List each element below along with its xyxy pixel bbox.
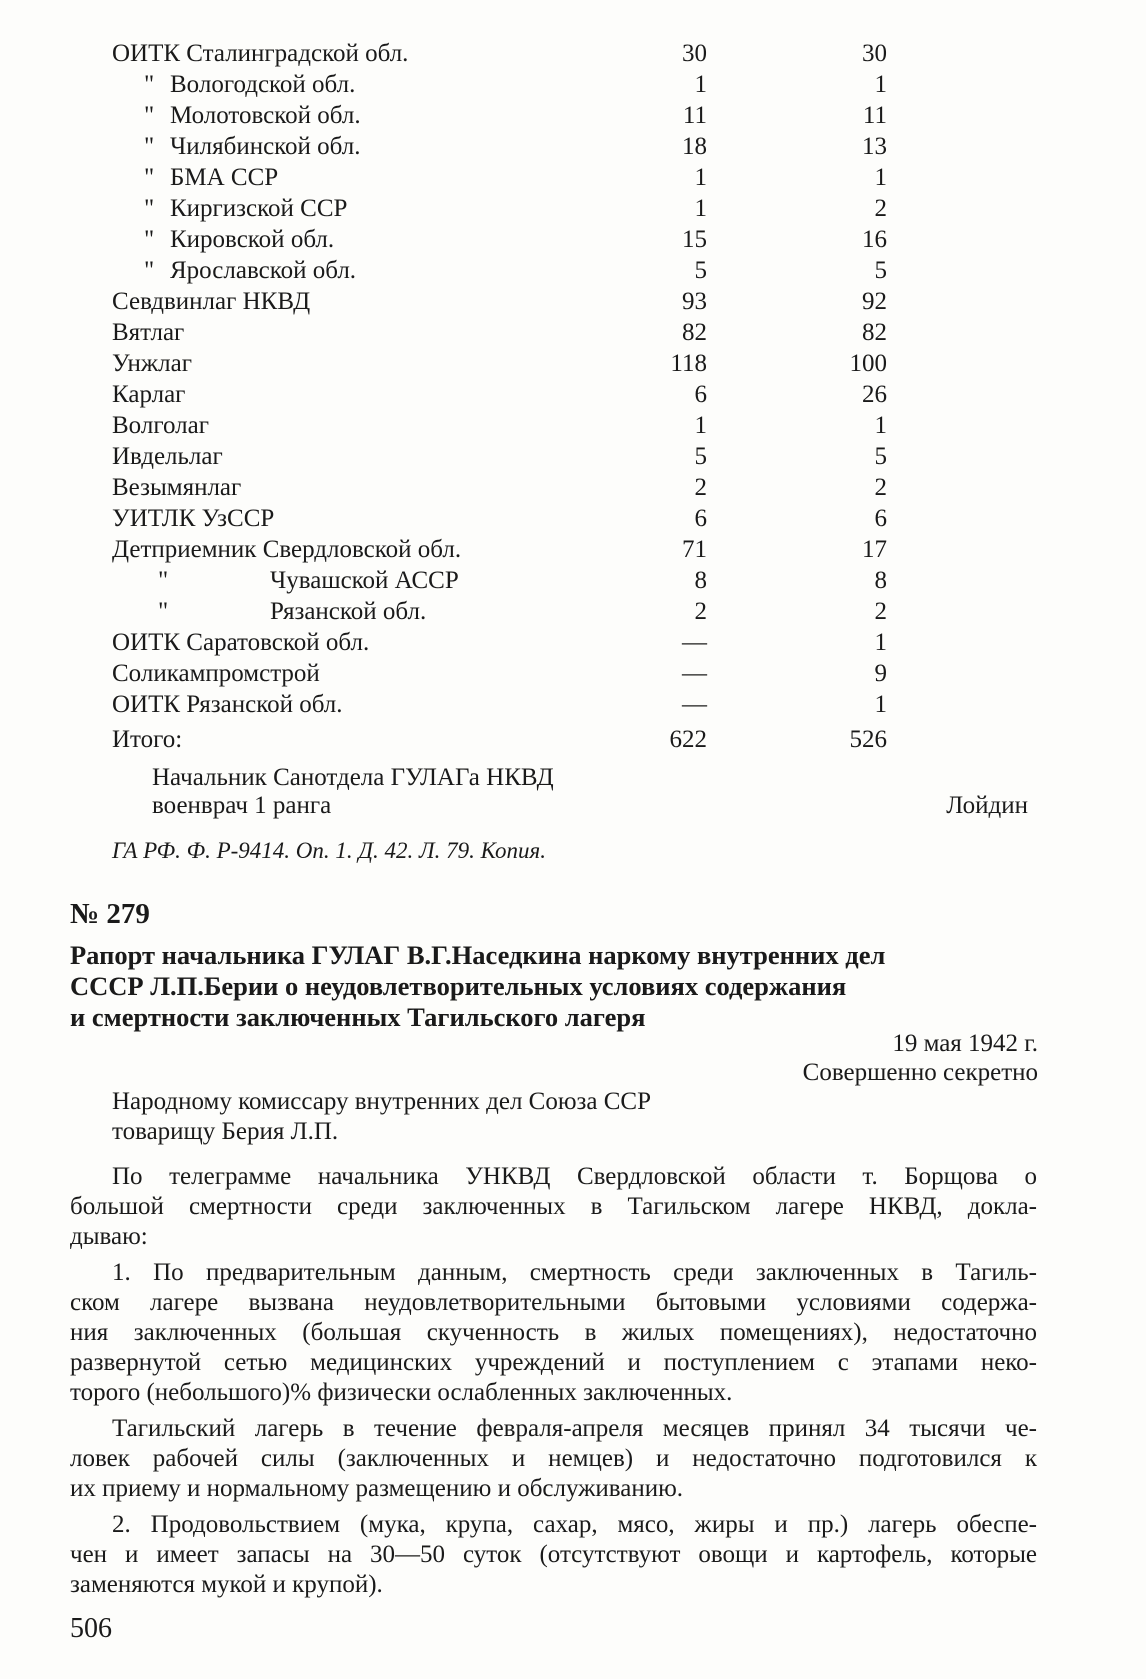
ditto-mark: " [144, 133, 155, 160]
row-name: Унжлаг [112, 350, 192, 377]
row-value-1: 2 [694, 598, 707, 625]
ditto-mark: " [144, 257, 155, 284]
table-row [112, 286, 887, 317]
paragraph-line: ния заключенных (большая скученность в жилых помещениях), недостаточно [70, 1319, 1037, 1346]
row-value-1: 118 [670, 350, 707, 377]
row-value-1: 30 [682, 40, 707, 67]
paragraph-line: По телеграмме начальника УНКВД Свердловской области т. Борщова о [112, 1163, 1037, 1190]
table-row [112, 410, 887, 441]
paragraph [70, 1162, 1037, 1252]
row-name: Вятлаг [112, 319, 185, 346]
row-value-2: 11 [862, 102, 887, 129]
row-value-2: 1 [874, 412, 887, 439]
page-number: 506 [70, 1613, 112, 1644]
row-value-1: 71 [682, 536, 707, 563]
document-number: № 279 [70, 898, 150, 930]
row-name: Карлаг [112, 381, 186, 408]
title-line: Рапорт начальника ГУЛАГ В.Г.Наседкина наркому внутренних дел [70, 940, 886, 970]
paragraph [70, 1510, 1037, 1600]
row-value-1: 5 [694, 443, 707, 470]
row-value-1: 1 [694, 412, 707, 439]
paragraph-line: большой смертности среди заключенных в Тагильском лагере НКВД, докла- [70, 1193, 1037, 1220]
row-value-2: 8 [874, 567, 887, 594]
paragraph-line: их приему и нормальному размещению и обслуживанию. [70, 1475, 684, 1502]
title-line: и смертности заключенных Тагильского лагеря [70, 1002, 646, 1032]
row-name: Молотовской обл. [170, 102, 361, 129]
row-value-2: 1 [874, 164, 887, 191]
row-name: ОИТК Сталинградской обл. [112, 40, 409, 67]
addressee-line: Народному комиссару внутренних дел Союза ССР [112, 1088, 652, 1115]
table-row [112, 100, 887, 131]
row-value-2: 2 [874, 474, 887, 501]
row-value-2: 5 [874, 257, 887, 284]
row-name: Рязанской обл. [270, 598, 427, 625]
row-value-1: 6 [694, 505, 707, 532]
title-line: СССР Л.П.Берии о неудовлетворительных условиях содержания [70, 971, 847, 1001]
addressee [112, 1087, 651, 1147]
row-value-1: 1 [694, 71, 707, 98]
row-name: Ярославской обл. [170, 257, 357, 284]
table-row [112, 534, 887, 565]
table-row [112, 441, 887, 472]
paragraph-line: заменяются мукой и крупой). [70, 1571, 383, 1598]
row-value-2: 2 [874, 598, 887, 625]
ditto-mark: " [144, 195, 155, 222]
table-row [112, 472, 887, 503]
table-row [112, 162, 887, 193]
ditto-mark: " [144, 164, 155, 191]
table-row [112, 348, 887, 379]
row-name: Везымянлаг [112, 474, 242, 501]
row-name: Волголаг [112, 412, 209, 439]
row-value-2: 1 [874, 629, 887, 656]
paragraph-line: ском лагере вызвана неудовлетворительными бытовыми условиями содержа- [70, 1289, 1037, 1316]
row-value-2: 1 [874, 71, 887, 98]
row-value-1: 18 [682, 133, 707, 160]
row-value-1: 15 [682, 226, 707, 253]
row-value-2: 82 [862, 319, 887, 346]
row-name: ОИТК Саратовской обл. [112, 629, 370, 656]
row-value-2: 6 [874, 505, 887, 532]
row-value-2: 17 [862, 536, 887, 563]
table-row [112, 317, 887, 348]
signature-block [152, 764, 554, 820]
ditto-mark: " [144, 71, 155, 98]
paragraph-line: развернутой сетью медицинских учреждений и поступлением с этапами неко- [70, 1349, 1037, 1376]
signature-rank: военврач 1 ранга [152, 792, 332, 819]
ditto-mark: " [158, 598, 169, 625]
signature-name: Лойдин [946, 792, 1028, 819]
statistics-table [112, 38, 887, 755]
row-value-1: 82 [682, 319, 707, 346]
row-value-2: 9 [874, 660, 887, 687]
row-value-2: 1 [874, 691, 887, 718]
archive-reference: ГА РФ. Ф. Р-9414. Оп. 1. Д. 42. Л. 79. Копия. [112, 838, 546, 863]
table-row [112, 627, 887, 658]
paragraph-line: дываю: [70, 1223, 148, 1250]
row-name: Чувашской АССР [270, 567, 459, 594]
ditto-mark: " [144, 226, 155, 253]
row-value-1: — [682, 691, 707, 718]
row-value-2: 92 [862, 288, 887, 315]
document-body [70, 1162, 1037, 1606]
table-row [112, 255, 887, 286]
row-value-2: 526 [849, 726, 887, 753]
row-value-1: 8 [694, 567, 707, 594]
row-value-1: 1 [694, 195, 707, 222]
table-row [112, 565, 887, 596]
table-row [112, 69, 887, 100]
document-title [70, 940, 1010, 1033]
row-value-2: 100 [849, 350, 887, 377]
table-row [112, 379, 887, 410]
row-value-2: 13 [862, 133, 887, 160]
row-name: Киргизской ССР [170, 195, 348, 222]
table-row [112, 689, 887, 720]
paragraph-line: ловек рабочей силы (заключенных и немцев) и недостаточно подготовился к [70, 1445, 1037, 1472]
ditto-mark: " [144, 102, 155, 129]
row-name: БМА ССР [170, 164, 279, 191]
paragraph [70, 1414, 1037, 1504]
row-value-1: 2 [694, 474, 707, 501]
paragraph-line: чен и имеет запасы на 30—50 суток (отсутствуют овощи и картофель, которые [70, 1541, 1037, 1568]
row-value-1: 622 [669, 726, 707, 753]
row-name: Вологодской обл. [170, 71, 356, 98]
row-value-1: 93 [682, 288, 707, 315]
table-row [112, 658, 887, 689]
row-value-2: 30 [862, 40, 887, 67]
paragraph [70, 1258, 1037, 1408]
row-value-2: 2 [874, 195, 887, 222]
ditto-mark: " [158, 567, 169, 594]
signature-position: Начальник Санотдела ГУЛАГа НКВД [152, 764, 554, 791]
table-row [112, 224, 887, 255]
table-row [112, 503, 887, 534]
row-name: Чилябинской обл. [170, 133, 361, 160]
row-name: Итого: [112, 726, 183, 753]
table-row [112, 193, 887, 224]
addressee-line: товарищу Берия Л.П. [112, 1118, 339, 1145]
row-name: ОИТК Рязанской обл. [112, 691, 343, 718]
row-name: Севдвинлаг НКВД [112, 288, 311, 315]
paragraph-line: торого (небольшого)% физически ослабленных заключенных. [70, 1379, 733, 1406]
row-value-1: — [682, 629, 707, 656]
row-value-1: 6 [694, 381, 707, 408]
row-value-1: 5 [694, 257, 707, 284]
row-name: Соликампромстрой [112, 660, 320, 687]
row-value-1: — [682, 660, 707, 687]
table-total-row [112, 724, 887, 755]
paragraph-line: 1. По предварительным данным, смертность среди заключенных в Тагиль- [112, 1259, 1037, 1286]
document-date: 19 мая 1942 г. [892, 1030, 1038, 1057]
table-row [112, 38, 887, 69]
row-name: Кировской обл. [170, 226, 335, 253]
paragraph-line: 2. Продовольствием (мука, крупа, сахар, мясо, жиры и пр.) лагерь обеспе- [112, 1511, 1037, 1538]
table-row [112, 131, 887, 162]
row-value-2: 26 [862, 381, 887, 408]
row-value-2: 5 [874, 443, 887, 470]
paragraph-line: Тагильский лагерь в течение февраля-апреля месяцев принял 34 тысячи че- [112, 1415, 1037, 1442]
table-row [112, 596, 887, 627]
row-name: Детприемник Свердловской обл. [112, 536, 462, 563]
row-value-1: 11 [682, 102, 707, 129]
row-value-2: 16 [862, 226, 887, 253]
row-name: Ивдельлаг [112, 443, 223, 470]
row-value-1: 1 [694, 164, 707, 191]
row-name: УИТЛК УзССР [112, 505, 275, 532]
classification-mark: Совершенно секретно [802, 1059, 1038, 1086]
